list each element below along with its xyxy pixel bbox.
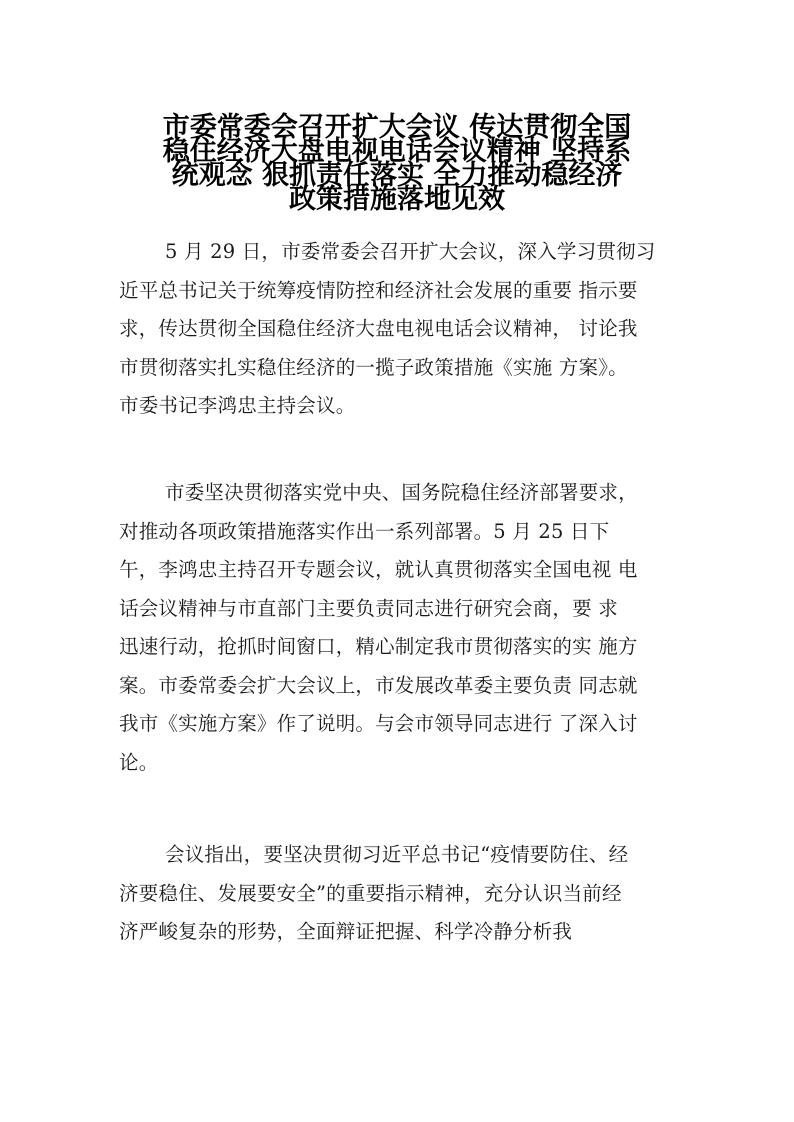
paragraph-line: 案。市委常委会扩大会议上，市发展改革委主要负责 同志就: [119, 673, 638, 697]
paragraph-meeting-points: [119, 836, 699, 952]
paragraph-line: 对推动各项政策措施落实作出一系列部署。5 月 25 日下: [119, 519, 610, 543]
paragraph-line: 市委书记李鸿忠主持会议。: [119, 394, 356, 417]
paragraph-line: 话会议精神与市直部门主要负责同志进行研究会商，要 求: [119, 596, 618, 620]
paragraph-line: 近平总书记关于统筹疫情防控和经济社会发展的重要 指示要: [119, 278, 638, 302]
title-line: 市委常委会召开扩大会议 传达贯彻全国: [162, 112, 632, 143]
paragraph-line: 济严峻复杂的形势，全面辩证把握、科学冷静分析我: [119, 920, 573, 943]
paragraph-line: 市贯彻落实扎实稳住经济的一揽子政策措施《实施 方案》。: [119, 355, 628, 379]
paragraph-line: 济要稳住、发展要安全”的重要指示精神，充分认识当前经: [119, 881, 622, 905]
paragraph-deployment: [119, 474, 699, 782]
paragraph-meeting-summary: [119, 233, 699, 426]
document-title: [110, 112, 684, 215]
title-line: 稳住经济大盘电视电话会议精神 坚持系: [162, 136, 632, 167]
paragraph-line: 迅速行动，抢抓时间窗口，精心制定我市贯彻落实的实 施方: [119, 635, 638, 658]
paragraph-line: 我市《实施方案》作了说明。与会市领导同志进行 了深入讨: [119, 712, 638, 735]
paragraph-line: 求，传达贯彻全国稳住经济大盘电视电话会议精神， 讨论我: [119, 317, 638, 340]
paragraph-line: 市委坚决贯彻落实党中央、国务院稳住经济部署要求，: [165, 481, 638, 504]
paragraph-line: 论。: [119, 750, 159, 774]
title-line: 统观念 狠抓责任落实 全力推动稳经济: [171, 160, 623, 191]
paragraph-line: 午，李鸿忠主持召开专题会议，就认真贯彻落实全国电视 电: [119, 558, 638, 581]
title-line: 政策措施落地见效: [289, 184, 505, 215]
paragraph-line: 会议指出，要坚决贯彻习近平总书记“疫情要防住、经: [165, 843, 629, 866]
paragraph-line: 5 月 29 日，市委常委会召开扩大会议，深入学习贯彻习: [165, 240, 656, 263]
